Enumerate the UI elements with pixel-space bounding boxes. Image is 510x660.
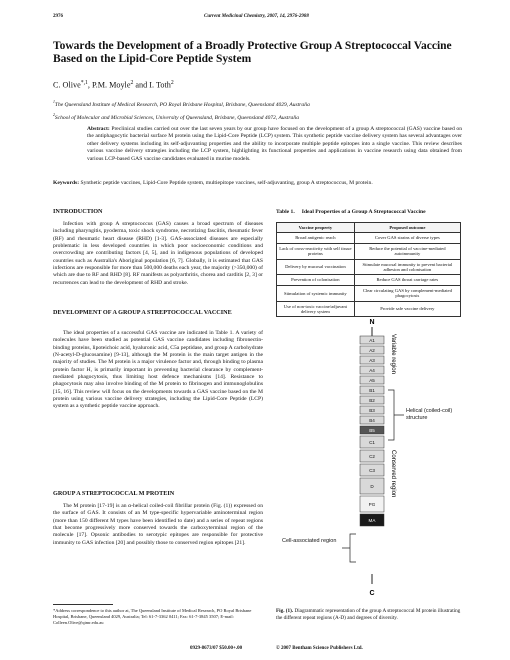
table-header-row: [277, 223, 461, 233]
table-caption: [276, 209, 426, 215]
section-heading: INTRODUCTION: [53, 208, 103, 215]
table-cell: Provide safe vaccine delivery: [354, 301, 460, 317]
figure-caption-text: Diagrammatic representation of the group A streptococcal M protein illustrating the different repeat regions (A-D) and degrees of diversity.: [276, 608, 461, 621]
affiliation: [53, 100, 310, 108]
page-number: 2976: [53, 14, 63, 19]
table-cell: Prevention of colonisation: [277, 275, 355, 285]
author-sup: 2: [170, 80, 174, 86]
table-row: [277, 243, 461, 259]
cell-associated-bracket: [342, 534, 356, 562]
segment-label: D: [370, 483, 374, 489]
table-caption-label: Table 1.: [276, 209, 295, 215]
variable-region-label: Variable region: [390, 334, 396, 374]
segment-label: A3: [369, 357, 375, 363]
keywords-label: Keywords:: [53, 180, 80, 186]
segment-label: B5: [369, 427, 375, 433]
segment-label: A5: [369, 377, 375, 383]
table-cell: Stimulation of systemic immunity: [277, 285, 355, 301]
segment-stack: [360, 336, 384, 526]
segment-label: C1: [369, 439, 375, 445]
segment-label: B2: [369, 397, 375, 403]
figure-caption-label: Fig. (1).: [276, 608, 294, 614]
keywords-text: Synthetic peptide vaccines, Lipid-Core Peptide system, multiepitope vaccines, self-adjuvanting, group A streptococcus, M protein.: [80, 180, 373, 186]
paragraph: The ideal properties of a successful GAS vaccine are indicated in Table 1. A variety of molecules have been studied as potential GAS vaccine candidates including fibronectin-binding proteins, lipoteichoic acid, hyaluronic acid, C5a peptidase, and group A carbohydrate (N-acetyl-D-glucosamine) [9-13], although the M protein is the main target antigen in the majority of studies. The M protein is a major virulence factor and, through binding to plasma protein factor H, is primarily important in preventing bacterial clearance by complement-mediated phagocytosis, thus limiting host defence mechanisms [14]. Resistance to phagocytosis may also involve binding of the M protein to fibrinogen and immunoglobulins [15, 16]. This review will focus on the developments towards a GAS vaccine based on the M protein using various vaccine delivery strategies, including the Lipid-Core Peptide (LCP) system as a synthetic peptide vaccine approach.: [53, 330, 263, 410]
table-cell: Delivery by mucosal vaccination: [277, 259, 355, 275]
table-row: [277, 259, 461, 275]
table-cell: Clear circulating GAS by complement-mediated phagocytosis: [354, 285, 460, 301]
keywords: [53, 180, 463, 187]
segment-label: A1: [369, 337, 375, 343]
affiliation: [53, 113, 299, 121]
table-cell: Reduce GAS throat carriage rates: [354, 275, 460, 285]
table-row: [277, 285, 461, 301]
affiliation-sup: 2: [53, 113, 55, 117]
conserved-region-label: Conserved region: [390, 450, 396, 498]
segment-label: C3: [369, 467, 375, 473]
table-header: Proposed outcome: [354, 223, 460, 233]
segment-label: B3: [369, 407, 375, 413]
section-body: [53, 503, 263, 547]
section-body: [53, 330, 263, 411]
paragraph: Infection with group A streptococcus (GAS) causes a broad spectrum of diseases including pharyngitis, pyoderma, toxic shock syndrome, necrotizing fasciitis, rheumatic fever (RF) and rheumatic heart disease (RHD) [1-3]. GAS-associated diseases are especially problematic in less developed countries in which poor socioeconomic conditions and overcrowding are contributing factors [4, 5], and in indigenous populations of developed countries such as Australia's Aboriginal population [6, 7]. Globally, it is estimated that GAS infections are responsible for more than 500,000 deaths each year, the majority (>350,000) of which are due to RF and RHD [8]. RF manifests as polyarthritis, chorea and carditis [2, 3] or recurrences can lead to the development of RHD and stroke.: [53, 221, 263, 286]
author-name: I. Toth: [149, 80, 171, 90]
affiliation-text: School of Molecular and Microbial Sciences, University of Queensland, Brisbane, Queensland 4072, Australia: [54, 114, 300, 121]
segment-label: A4: [369, 367, 375, 373]
figure-caption: [276, 608, 466, 622]
section-heading: GROUP A STREPTOCOCCAL M PROTEIN: [53, 490, 175, 497]
abstract: [87, 126, 462, 163]
properties-table: [276, 222, 461, 317]
author-name: P.M. Moyle: [92, 80, 131, 90]
footnote: *Address correspondence to this author at, The Queensland Institute of Medical Research, PO Royal Brisbane Hospital, Brisbane, Queensland 4029, Australia; Tel: 61-7-3362 0411; Fax: 61-7-3845 3507; E-mail: Colleen.Olive@qimr.edu.au: [53, 608, 252, 625]
section-heading: DEVELOPMENT OF A GROUP A STREPTOCOCCAL VACCINE: [53, 309, 232, 316]
abstract-text: Preclinical studies carried out over the last seven years by our group have focused on the development of a group A streptococcal (GAS) vaccine based on the antiphagocytic bacterial surface M protein using the Lipid-Core Peptide (LCP) system. This synthetic peptide vaccine delivery system has several advantages over other delivery systems including its self-adjuvanting properties and the ability to incorporate multiple peptide epitopes into a single vaccine. This review describes various vaccine delivery strategies including the LCP system, highlighting its functional properties and applications in vaccine research using data obtained from various LCP-based GAS vaccine candidates evaluated in murine models.: [87, 126, 462, 162]
affiliation-text: The Queensland Institute of Medical Research, PO Royal Brisbane Hospital, Brisbane, Queensland 4029, Australia: [54, 101, 310, 108]
author-name: C. Olive: [53, 80, 81, 90]
segment-label: PG: [368, 501, 376, 507]
article-title: Towards the Development of a Broadly Protective Group A Streptococcal Vaccine Based on the Lipid-Core Peptide System: [53, 40, 452, 65]
cell-associated-label-box: [282, 538, 342, 558]
table-cell: Use of non-toxic vaccine/adjuvant delivery system: [277, 301, 355, 317]
table-cell: Reduce the potential of vaccine-mediated autoimmunity: [354, 243, 460, 259]
table-header: Vaccine property: [277, 223, 355, 233]
helical-label-box: [406, 408, 466, 428]
helical-label: Helical (coiled-coil) structure: [406, 408, 453, 421]
price-code: 0929-8673/07 $50.00+.00: [190, 646, 243, 651]
segment-label: C2: [369, 453, 375, 459]
table-caption-text: Ideal Properties of a Group A Streptococcal Vaccine: [301, 209, 426, 215]
abstract-label: Abstract:: [87, 126, 110, 132]
table-row: [277, 233, 461, 243]
c-terminus-label: C: [369, 590, 375, 597]
n-terminus-label: N: [369, 319, 375, 326]
journal-citation: Current Medicinal Chemistry, 2007, 14, 2976-2988: [204, 14, 309, 19]
author-sup: *,1: [80, 80, 88, 86]
table-row: [277, 275, 461, 285]
table-cell: Broad antigenic reach: [277, 233, 355, 243]
paragraph: The M protein [17-19] is an α-helical coiled-coil fibrillar protein (Fig. (1)) expressed on the surface of GAS. It consists of an M type-specific hypervariable aminoterminal region (more than 150 different M types have been identified to date) and a series of repeat regions that become progressively more conserved towards the carboxyterminal region of the molecule [17]. Opsonic antibodies to serotypic epitopes are responsible for protective immunity to GAS infection [20] and possibly those to conserved region epitopes [21].: [53, 503, 263, 546]
segment-label: A2: [369, 347, 375, 353]
helical-bracket: [388, 390, 404, 440]
table-cell: Lack of cross-reactivity with self tissue proteins: [277, 243, 355, 259]
table-cell: Cover GAS strains of diverse types: [354, 233, 460, 243]
section-body: [53, 221, 263, 287]
affiliation-sup: 1: [53, 100, 55, 104]
footnote-rule: [53, 604, 113, 605]
segment-label: B1: [369, 387, 375, 393]
m-protein-diagram: [276, 312, 466, 602]
author-sup: 2: [130, 80, 134, 86]
table-cell: Stimulate mucosal immunity to prevent bacterial adhesion and colonisation: [354, 259, 460, 275]
segment-label: B4: [369, 417, 375, 423]
cell-associated-label: Cell-associated region: [282, 538, 337, 544]
copyright: © 2007 Bentham Science Publishers Ltd.: [276, 646, 363, 651]
author-list: C. Olive$^{*,1}$, P.M. Moyle$^2$ and I. Toth$^2$: [53, 80, 174, 90]
segment-label: MA: [368, 517, 376, 523]
